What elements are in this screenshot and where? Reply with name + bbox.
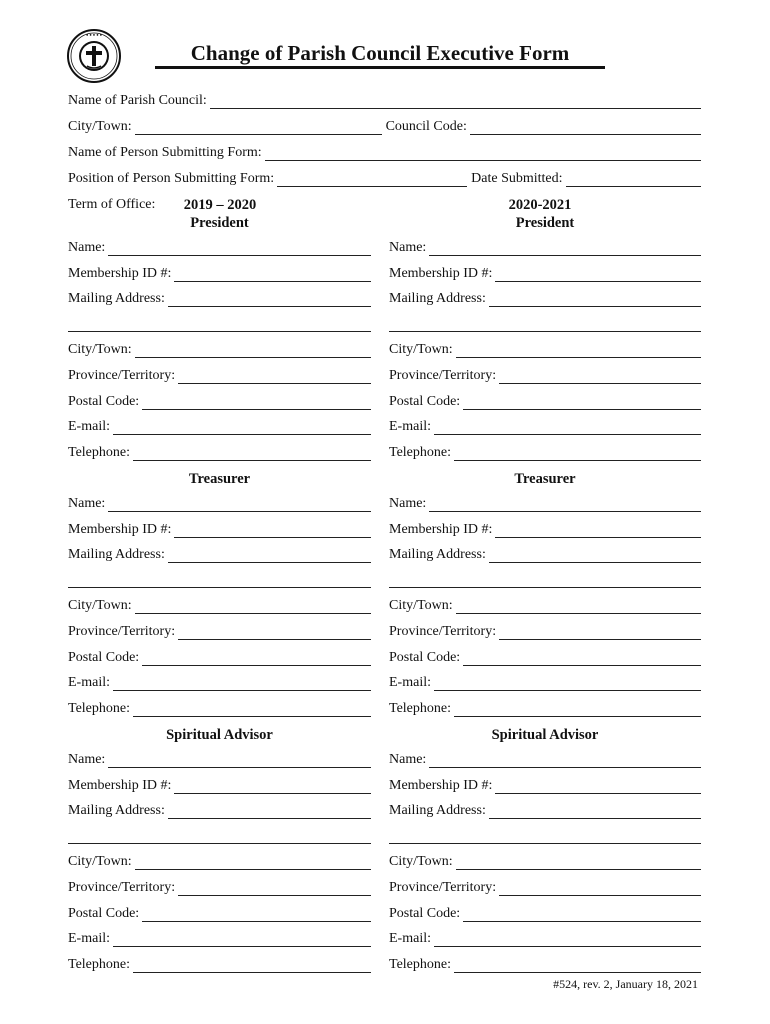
city-town-label: City/Town: [68,119,132,134]
parish-council-row [68,93,701,109]
president-email-label-right: E-mail: [389,419,431,435]
treasurer-membership-field-right[interactable] [495,523,701,538]
spiritual-advisor-postal-label-right: Postal Code: [389,905,461,921]
treasurer-membership-label-left: Membership ID #: [68,521,172,537]
spiritual-advisor-province-label-right: Province/Territory: [389,880,497,895]
president-membership-field-right[interactable] [495,267,701,282]
spiritual-advisor-city-row-right [389,854,701,870]
treasurer-city-field-right[interactable] [456,599,701,614]
spiritual-advisor-telephone-field-right[interactable] [454,958,701,973]
president-mailing-label-left: Mailing Address: [68,291,165,307]
president-postal-label-right: Postal Code: [389,393,461,409]
president-province-field-left[interactable] [178,369,371,384]
treasurer-name-row-right [389,496,701,512]
spiritual-advisor-postal-row-left [68,906,371,922]
spiritual-advisor-membership-label-right: Membership ID #: [389,777,493,793]
president-mailing-label-right: Mailing Address: [389,291,486,307]
president-telephone-label-right: Telephone: [389,444,451,460]
spiritual-advisor-city-field-left[interactable] [135,855,371,870]
treasurer-province-row-right [389,624,701,640]
treasurer-email-label-left: E-mail: [68,675,110,691]
president-heading-left: President [190,215,249,231]
president-city-row-left [68,342,371,358]
spiritual-advisor-membership-field-left[interactable] [174,779,371,794]
president-email-row-right [389,419,701,435]
spiritual-advisor-telephone-label-left: Telephone: [68,956,130,972]
president-email-row-left [68,419,371,435]
spiritual-advisor-mailing-field-left[interactable] [168,804,371,819]
position-date-row [68,171,701,187]
council-code-label: Council Code: [385,119,467,134]
president-name-label-right: Name: [389,240,427,255]
spiritual-advisor-name-field-right[interactable] [429,753,701,768]
council-code-field[interactable] [470,120,701,135]
spiritual-advisor-email-row-right [389,931,701,947]
spiritual-advisor-heading-left: Spiritual Advisor [166,727,273,743]
svg-text:● ● ● ● ●: ● ● ● ● ● [85,32,103,37]
treasurer-telephone-field-right[interactable] [454,702,701,717]
spiritual-advisor-province-row-left [68,880,371,896]
spiritual-advisor-city-row-left [68,854,371,870]
spiritual-advisor-name-field-left[interactable] [108,753,371,768]
president-mailing-row-right [389,291,701,307]
position-submitting-label: Position of Person Submitting Form: [68,171,275,186]
president-mailing-field-right[interactable] [489,292,701,307]
treasurer-name-field-left[interactable] [108,497,371,512]
treasurer-email-field-right[interactable] [434,676,701,691]
date-submitted-label: Date Submitted: [471,171,563,186]
spiritual-advisor-mailing-address-line2-right[interactable] [389,843,701,844]
position-submitting-field[interactable] [277,172,467,187]
treasurer-telephone-row-left [68,701,371,717]
treasurer-city-row-left [68,598,371,614]
president-city-field-right[interactable] [456,343,701,358]
president-email-field-right[interactable] [434,420,701,435]
title-underline [155,66,605,69]
spiritual-advisor-email-row-left [68,931,371,947]
treasurer-heading-right: Treasurer [514,471,576,487]
spiritual-advisor-heading-right: Spiritual Advisor [491,727,599,743]
form-title: Change of Parish Council Executive Form [190,41,570,65]
president-membership-row-left [68,266,371,282]
spiritual-advisor-membership-label-left: Membership ID #: [68,777,172,793]
treasurer-mailing-row-left [68,547,371,563]
treasurer-email-row-left [68,675,371,691]
president-mailing-address-line2-right[interactable] [389,331,701,332]
spiritual-advisor-mailing-label-right: Mailing Address: [389,803,486,819]
president-name-field-right[interactable] [429,241,701,256]
spiritual-advisor-email-field-right[interactable] [434,932,701,947]
spiritual-advisor-province-label-left: Province/Territory: [68,880,176,895]
parish-council-field[interactable] [210,94,701,109]
date-submitted-field[interactable] [566,172,701,187]
term-of-office-label: Term of Office: [68,197,156,212]
spiritual-advisor-city-label-left: City/Town: [68,854,132,870]
spiritual-advisor-name-label-right: Name: [389,752,427,767]
spiritual-advisor-city-field-right[interactable] [456,855,701,870]
president-postal-label-left: Postal Code: [68,393,140,409]
spiritual-advisor-name-label-left: Name: [68,752,106,767]
treasurer-membership-row-right [389,522,701,538]
treasurer-mailing-field-right[interactable] [489,548,701,563]
spiritual-advisor-membership-row-left [68,778,371,794]
president-province-row-left [68,368,371,384]
spiritual-advisor-city-label-right: City/Town: [389,854,453,870]
treasurer-province-label-right: Province/Territory: [389,624,497,639]
term-left-year: 2019 – 2020 [183,197,257,213]
spiritual-advisor-membership-field-right[interactable] [495,779,701,794]
president-name-row-left [68,240,371,256]
president-province-label-left: Province/Territory: [68,368,176,383]
treasurer-city-label-left: City/Town: [68,598,132,614]
president-province-field-right[interactable] [499,369,701,384]
treasurer-province-row-left [68,624,371,640]
president-postal-row-left [68,394,371,410]
treasurer-province-label-left: Province/Territory: [68,624,176,639]
treasurer-name-row-left [68,496,371,512]
treasurer-mailing-label-right: Mailing Address: [389,547,486,563]
spiritual-advisor-email-field-left[interactable] [113,932,371,947]
president-mailing-field-left[interactable] [168,292,371,307]
president-membership-field-left[interactable] [174,267,371,282]
treasurer-telephone-label-right: Telephone: [389,700,451,716]
form-revision-footer: #524, rev. 2, January 18, 2021 [553,977,698,991]
president-membership-label-right: Membership ID #: [389,265,493,281]
spiritual-advisor-membership-row-right [389,778,701,794]
treasurer-telephone-row-right [389,701,701,717]
president-heading-right: President [515,215,575,231]
president-city-label-left: City/Town: [68,342,132,358]
spiritual-advisor-province-row-right [389,880,701,896]
spiritual-advisor-telephone-label-right: Telephone: [389,956,451,972]
person-submitting-row [68,145,701,161]
treasurer-province-field-right[interactable] [499,625,701,640]
treasurer-membership-row-left [68,522,371,538]
spiritual-advisor-telephone-row-right [389,957,701,973]
spiritual-advisor-province-field-right[interactable] [499,881,701,896]
president-telephone-label-left: Telephone: [68,444,130,460]
treasurer-telephone-label-left: Telephone: [68,700,130,716]
treasurer-email-label-right: E-mail: [389,675,431,691]
president-email-field-left[interactable] [113,420,371,435]
spiritual-advisor-province-field-left[interactable] [178,881,371,896]
parish-council-label: Name of Parish Council: [68,93,207,108]
spiritual-advisor-mailing-row-left [68,803,371,819]
president-telephone-field-left[interactable] [133,446,371,461]
treasurer-telephone-field-left[interactable] [133,702,371,717]
president-telephone-row-left [68,445,371,461]
spiritual-advisor-telephone-row-left [68,957,371,973]
president-province-label-right: Province/Territory: [389,368,497,383]
treasurer-city-row-right [389,598,701,614]
person-submitting-label: Name of Person Submitting Form: [68,145,262,160]
treasurer-mailing-address-line2-left[interactable] [68,587,371,588]
treasurer-mailing-row-right [389,547,701,563]
city-town-field[interactable] [135,120,382,135]
president-email-label-left: E-mail: [68,419,110,435]
president-city-label-right: City/Town: [389,342,453,358]
president-postal-row-right [389,394,701,410]
treasurer-mailing-field-left[interactable] [168,548,371,563]
parish-seal-logo [66,28,122,84]
city-council-row [68,119,701,135]
president-mailing-row-left [68,291,371,307]
spiritual-advisor-telephone-field-left[interactable] [133,958,371,973]
treasurer-mailing-label-left: Mailing Address: [68,547,165,563]
president-name-label-left: Name: [68,240,106,255]
spiritual-advisor-email-label-left: E-mail: [68,931,110,947]
president-mailing-address-line2-left[interactable] [68,331,371,332]
treasurer-name-label-left: Name: [68,496,106,511]
spiritual-advisor-mailing-label-left: Mailing Address: [68,803,165,819]
treasurer-heading-left: Treasurer [188,471,251,487]
spiritual-advisor-mailing-field-right[interactable] [489,804,701,819]
treasurer-name-label-right: Name: [389,496,427,511]
spiritual-advisor-mailing-row-right [389,803,701,819]
spiritual-advisor-name-row-left [68,752,371,768]
treasurer-membership-label-right: Membership ID #: [389,521,493,537]
spiritual-advisor-postal-label-left: Postal Code: [68,905,140,921]
spiritual-advisor-postal-field-right[interactable] [463,907,701,922]
president-name-row-right [389,240,701,256]
president-city-field-left[interactable] [135,343,371,358]
president-city-row-right [389,342,701,358]
spiritual-advisor-postal-row-right [389,906,701,922]
treasurer-postal-field-left[interactable] [142,651,371,666]
president-province-row-right [389,368,701,384]
treasurer-email-field-left[interactable] [113,676,371,691]
treasurer-city-field-left[interactable] [135,599,371,614]
spiritual-advisor-postal-field-left[interactable] [142,907,371,922]
president-postal-field-left[interactable] [142,395,371,410]
president-postal-field-right[interactable] [463,395,701,410]
person-submitting-field[interactable] [265,146,701,161]
treasurer-email-row-right [389,675,701,691]
treasurer-postal-row-right [389,650,701,666]
treasurer-province-field-left[interactable] [178,625,371,640]
president-telephone-field-right[interactable] [454,446,701,461]
treasurer-membership-field-left[interactable] [174,523,371,538]
treasurer-postal-row-left [68,650,371,666]
treasurer-name-field-right[interactable] [429,497,701,512]
treasurer-city-label-right: City/Town: [389,598,453,614]
spiritual-advisor-email-label-right: E-mail: [389,931,431,947]
spiritual-advisor-name-row-right [389,752,701,768]
president-membership-label-left: Membership ID #: [68,265,172,281]
term-right-year: 2020-2021 [508,197,572,213]
president-name-field-left[interactable] [108,241,371,256]
spiritual-advisor-mailing-address-line2-left[interactable] [68,843,371,844]
president-membership-row-right [389,266,701,282]
treasurer-postal-label-right: Postal Code: [389,649,461,665]
president-telephone-row-right [389,445,701,461]
treasurer-postal-field-right[interactable] [463,651,701,666]
treasurer-postal-label-left: Postal Code: [68,649,140,665]
treasurer-mailing-address-line2-right[interactable] [389,587,701,588]
